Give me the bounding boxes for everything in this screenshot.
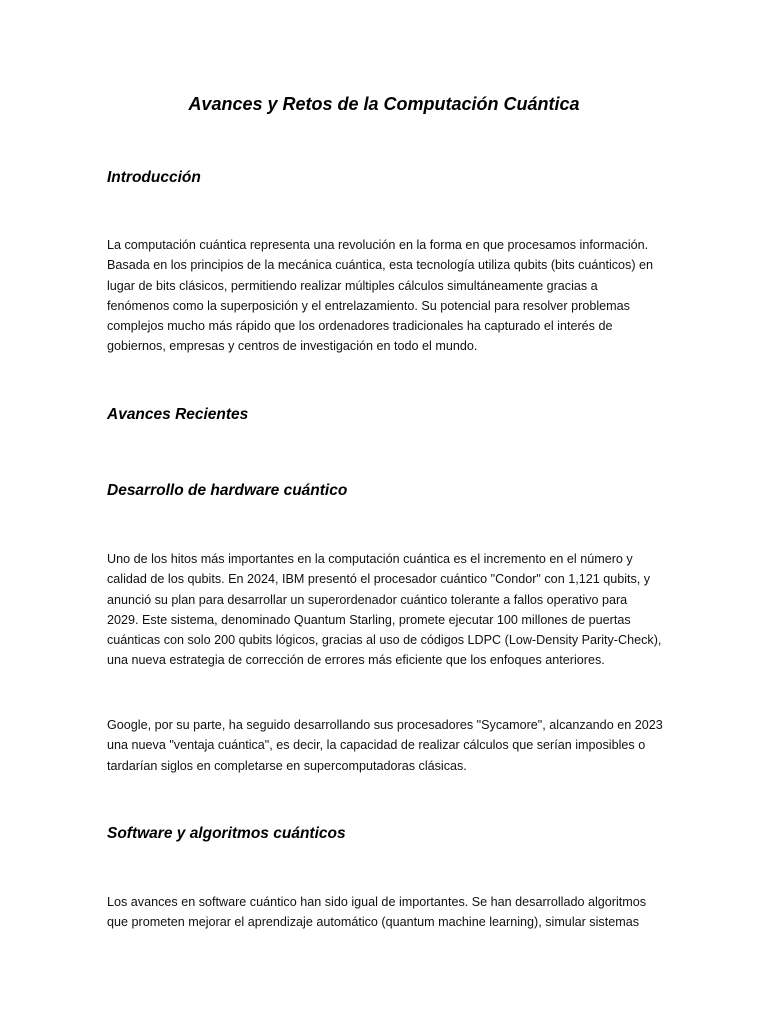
paragraph-software [107,892,667,933]
text-line: Google, por su parte, ha seguido desarrollando sus procesadores "Sycamore", alcanzando en 2023 [107,718,663,732]
text-line: una nueva estrategia de corrección de errores más eficiente que los enfoques anteriores. [107,653,605,668]
text-line: 2029. Este sistema, denominado Quantum Starling, promete ejecutar 100 millones de puertas [107,612,631,627]
text-line: tardarían siglos en completarse en supercomputadoras clásicas. [107,758,467,773]
heading-introduccion: Introducción [107,169,201,186]
text-line: complejos mucho más rápido que los ordenadores tradicionales ha capturado el interés de [107,319,613,334]
text-line: lugar de bits clásicos, permitiendo realizar múltiples cálculos simultáneamente gracias a [107,278,598,293]
heading-software: Software y algoritmos cuánticos [107,825,346,842]
paragraph-hardware-2 [107,715,667,776]
paragraph-introduccion [107,235,667,357]
text-line: Uno de los hitos más importantes en la computación cuántica es el incremento en el número y [107,552,633,566]
text-line: calidad de los qubits. En 2024, IBM presentó el procesador cuántico "Condor" con 1,121 qubits, y [107,572,651,587]
text-line: fenómenos como la superposición y el entrelazamiento. Su potencial para resolver problemas [107,298,630,313]
text-line: cuánticas con solo 200 qubits lógicos, gracias al uso de códigos LDPC (Low-Density Parity-Check), [107,633,662,648]
heading-avances-recientes: Avances Recientes [107,406,249,423]
text-line: anunció su plan para desarrollar un superordenador cuántico tolerante a fallos operativo para [107,592,628,607]
document-title: Avances y Retos de la Computación Cuántica [188,94,580,114]
text-line: que prometen mejorar el aprendizaje automático (quantum machine learning), simular sistemas [107,915,639,930]
text-line: gobiernos, empresas y centros de investigación en todo el mundo. [107,339,478,354]
text-line: La computación cuántica representa una revolución en la forma en que procesamos información. [107,238,649,252]
text-line: Basada en los principios de la mecánica cuántica, esta tecnología utiliza qubits (bits cuánticos) en [107,258,654,273]
text-line: Los avances en software cuántico han sido igual de importantes. Se han desarrollado algoritmos [107,895,647,909]
heading-hardware: Desarrollo de hardware cuántico [107,482,348,499]
text-line: una nueva "ventaja cuántica", es decir, la capacidad de realizar cálculos que serían imposibles o [107,738,646,753]
paragraph-hardware-1 [107,549,667,671]
